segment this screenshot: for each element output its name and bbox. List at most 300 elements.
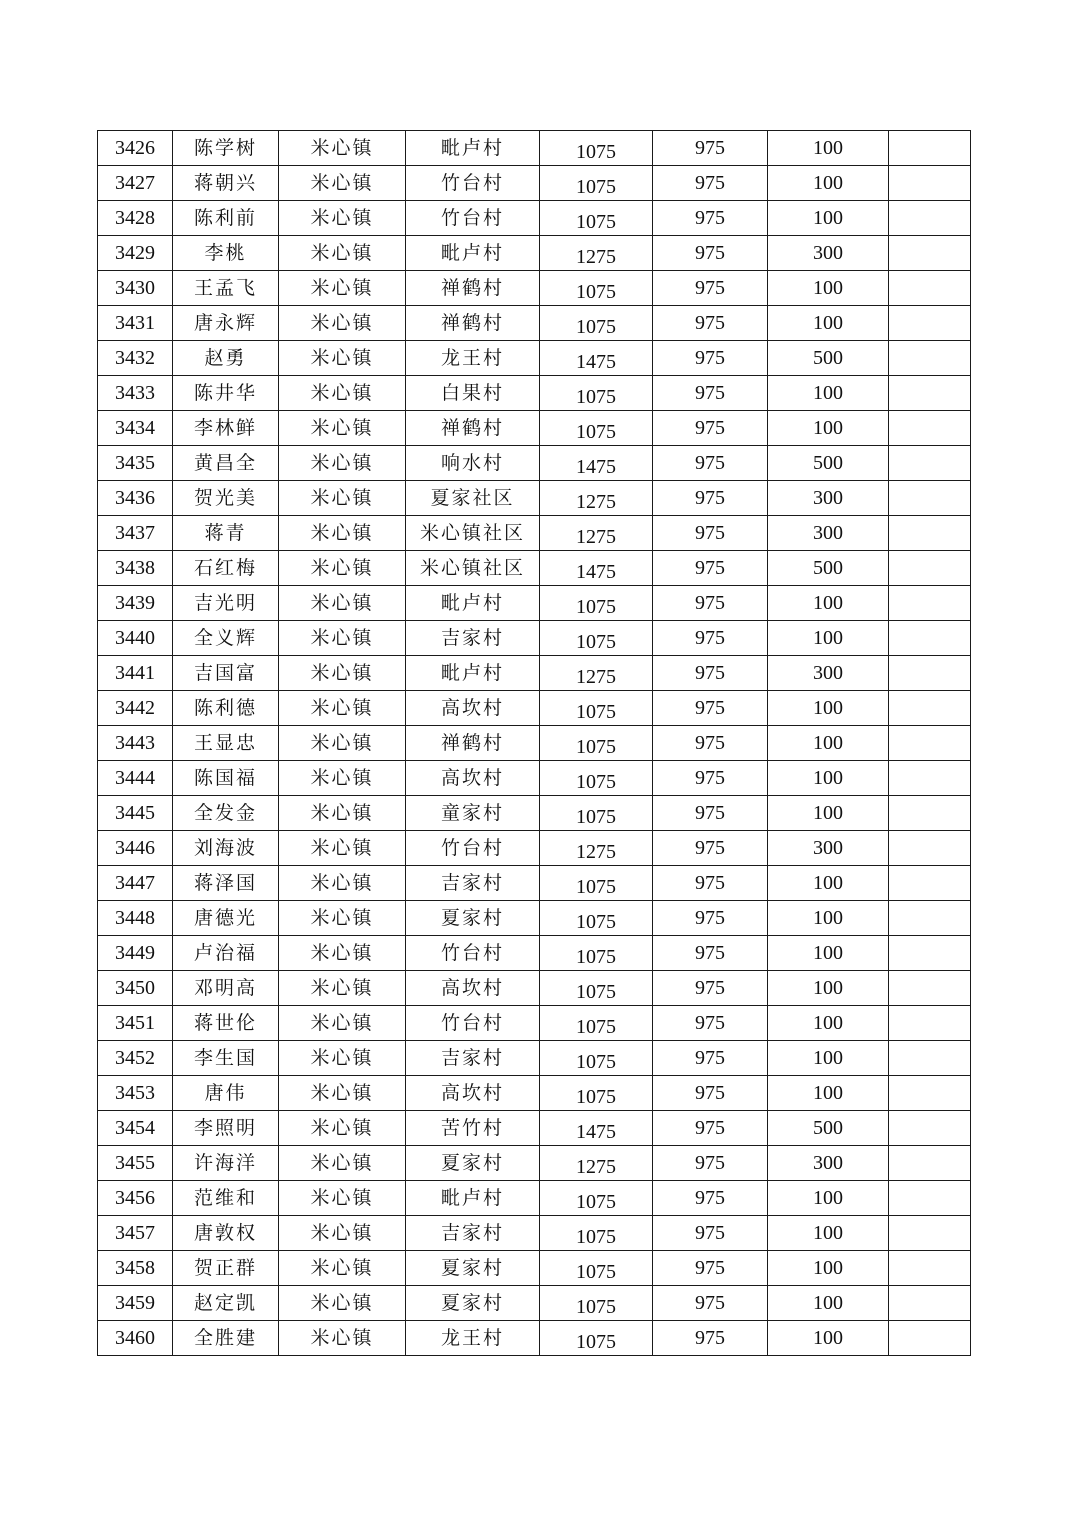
cell-base: 975 (653, 166, 768, 201)
table-row (98, 481, 971, 516)
cell-name: 陈井华 (173, 376, 279, 411)
cell-village: 竹台村 (406, 831, 540, 866)
table-row (98, 516, 971, 551)
cell-total: 1275 (540, 656, 653, 691)
cell-base: 975 (653, 1181, 768, 1216)
cell-note (889, 656, 971, 691)
cell-town: 米心镇 (279, 726, 406, 761)
cell-total: 1075 (540, 761, 653, 796)
cell-name: 唐敦权 (173, 1216, 279, 1251)
cell-town: 米心镇 (279, 796, 406, 831)
cell-note (889, 1076, 971, 1111)
cell-base: 975 (653, 1041, 768, 1076)
cell-town: 米心镇 (279, 341, 406, 376)
cell-note (889, 761, 971, 796)
table-row (98, 936, 971, 971)
cell-extra: 100 (768, 1286, 889, 1321)
cell-number: 3438 (98, 551, 173, 586)
table-row (98, 761, 971, 796)
cell-village: 禅鹤村 (406, 306, 540, 341)
cell-name: 唐伟 (173, 1076, 279, 1111)
cell-village: 吉家村 (406, 1041, 540, 1076)
cell-note (889, 376, 971, 411)
cell-number: 3429 (98, 236, 173, 271)
cell-village: 禅鹤村 (406, 726, 540, 761)
cell-note (889, 1321, 971, 1356)
cell-base: 975 (653, 831, 768, 866)
table-row (98, 1216, 971, 1251)
cell-town: 米心镇 (279, 131, 406, 166)
cell-name: 许海洋 (173, 1146, 279, 1181)
table-row (98, 1181, 971, 1216)
cell-note (889, 131, 971, 166)
cell-number: 3459 (98, 1286, 173, 1321)
table-row (98, 166, 971, 201)
cell-number: 3446 (98, 831, 173, 866)
table-row (98, 1146, 971, 1181)
cell-number: 3430 (98, 271, 173, 306)
cell-note (889, 691, 971, 726)
cell-note (889, 271, 971, 306)
cell-extra: 100 (768, 1041, 889, 1076)
cell-total: 1075 (540, 691, 653, 726)
cell-total: 1075 (540, 586, 653, 621)
cell-total: 1075 (540, 131, 653, 166)
cell-village: 竹台村 (406, 166, 540, 201)
cell-village: 龙王村 (406, 1321, 540, 1356)
table-row (98, 1041, 971, 1076)
cell-extra: 100 (768, 866, 889, 901)
cell-note (889, 1006, 971, 1041)
cell-base: 975 (653, 271, 768, 306)
cell-note (889, 411, 971, 446)
cell-name: 王显忠 (173, 726, 279, 761)
cell-town: 米心镇 (279, 551, 406, 586)
cell-name: 赵定凯 (173, 1286, 279, 1321)
cell-total: 1075 (540, 866, 653, 901)
cell-town: 米心镇 (279, 446, 406, 481)
cell-note (889, 901, 971, 936)
cell-number: 3442 (98, 691, 173, 726)
cell-village: 童家村 (406, 796, 540, 831)
cell-town: 米心镇 (279, 971, 406, 1006)
table-body (98, 131, 971, 1356)
table-row (98, 201, 971, 236)
cell-total: 1475 (540, 1111, 653, 1146)
cell-number: 3458 (98, 1251, 173, 1286)
cell-village: 响水村 (406, 446, 540, 481)
cell-town: 米心镇 (279, 1216, 406, 1251)
cell-extra: 100 (768, 726, 889, 761)
cell-town: 米心镇 (279, 1286, 406, 1321)
cell-total: 1475 (540, 551, 653, 586)
cell-extra: 500 (768, 446, 889, 481)
cell-village: 高坎村 (406, 971, 540, 1006)
table-row (98, 971, 971, 1006)
cell-number: 3447 (98, 866, 173, 901)
cell-base: 975 (653, 656, 768, 691)
table-row (98, 691, 971, 726)
cell-number: 3451 (98, 1006, 173, 1041)
cell-number: 3441 (98, 656, 173, 691)
cell-total: 1475 (540, 446, 653, 481)
cell-total: 1275 (540, 831, 653, 866)
cell-number: 3452 (98, 1041, 173, 1076)
cell-village: 米心镇社区 (406, 516, 540, 551)
table-row (98, 131, 971, 166)
cell-total: 1275 (540, 516, 653, 551)
cell-total: 1075 (540, 271, 653, 306)
cell-village: 米心镇社区 (406, 551, 540, 586)
cell-name: 吉光明 (173, 586, 279, 621)
cell-total: 1075 (540, 1216, 653, 1251)
cell-note (889, 1251, 971, 1286)
cell-base: 975 (653, 1286, 768, 1321)
cell-extra: 500 (768, 341, 889, 376)
cell-extra: 300 (768, 1146, 889, 1181)
cell-number: 3456 (98, 1181, 173, 1216)
cell-village: 竹台村 (406, 936, 540, 971)
cell-number: 3443 (98, 726, 173, 761)
cell-number: 3436 (98, 481, 173, 516)
cell-base: 975 (653, 796, 768, 831)
cell-base: 975 (653, 1216, 768, 1251)
cell-base: 975 (653, 481, 768, 516)
cell-note (889, 586, 971, 621)
cell-name: 全胜建 (173, 1321, 279, 1356)
cell-total: 1075 (540, 1181, 653, 1216)
cell-number: 3454 (98, 1111, 173, 1146)
cell-name: 石红梅 (173, 551, 279, 586)
cell-name: 蒋朝兴 (173, 166, 279, 201)
cell-name: 李桃 (173, 236, 279, 271)
cell-total: 1075 (540, 1286, 653, 1321)
cell-village: 高坎村 (406, 1076, 540, 1111)
cell-number: 3444 (98, 761, 173, 796)
cell-name: 王孟飞 (173, 271, 279, 306)
cell-number: 3453 (98, 1076, 173, 1111)
table-row (98, 586, 971, 621)
cell-village: 毗卢村 (406, 1181, 540, 1216)
cell-base: 975 (653, 1006, 768, 1041)
cell-base: 975 (653, 341, 768, 376)
cell-name: 贺光美 (173, 481, 279, 516)
table-row (98, 656, 971, 691)
cell-note (889, 1181, 971, 1216)
cell-village: 毗卢村 (406, 236, 540, 271)
table-row (98, 831, 971, 866)
table-row (98, 1321, 971, 1356)
cell-village: 夏家社区 (406, 481, 540, 516)
cell-total: 1275 (540, 236, 653, 271)
cell-extra: 100 (768, 1216, 889, 1251)
cell-town: 米心镇 (279, 656, 406, 691)
cell-name: 全发金 (173, 796, 279, 831)
cell-base: 975 (653, 936, 768, 971)
cell-town: 米心镇 (279, 306, 406, 341)
cell-name: 陈利前 (173, 201, 279, 236)
cell-extra: 100 (768, 1251, 889, 1286)
cell-extra: 100 (768, 761, 889, 796)
cell-number: 3427 (98, 166, 173, 201)
cell-extra: 100 (768, 411, 889, 446)
cell-total: 1075 (540, 796, 653, 831)
table-row (98, 551, 971, 586)
cell-base: 975 (653, 1076, 768, 1111)
cell-town: 米心镇 (279, 1181, 406, 1216)
cell-village: 毗卢村 (406, 131, 540, 166)
cell-name: 唐永辉 (173, 306, 279, 341)
cell-village: 毗卢村 (406, 586, 540, 621)
cell-town: 米心镇 (279, 1146, 406, 1181)
cell-town: 米心镇 (279, 411, 406, 446)
cell-town: 米心镇 (279, 1041, 406, 1076)
cell-base: 975 (653, 971, 768, 1006)
cell-total: 1075 (540, 726, 653, 761)
cell-town: 米心镇 (279, 901, 406, 936)
cell-village: 苦竹村 (406, 1111, 540, 1146)
cell-name: 陈学树 (173, 131, 279, 166)
cell-base: 975 (653, 1251, 768, 1286)
cell-name: 范维和 (173, 1181, 279, 1216)
cell-note (889, 796, 971, 831)
table-row (98, 726, 971, 761)
cell-number: 3455 (98, 1146, 173, 1181)
cell-village: 高坎村 (406, 761, 540, 796)
cell-town: 米心镇 (279, 166, 406, 201)
cell-name: 李生国 (173, 1041, 279, 1076)
cell-town: 米心镇 (279, 1076, 406, 1111)
cell-base: 975 (653, 1146, 768, 1181)
table-row (98, 1006, 971, 1041)
cell-total: 1075 (540, 1076, 653, 1111)
cell-extra: 100 (768, 901, 889, 936)
cell-extra: 100 (768, 131, 889, 166)
cell-base: 975 (653, 131, 768, 166)
cell-village: 竹台村 (406, 201, 540, 236)
cell-town: 米心镇 (279, 1321, 406, 1356)
cell-village: 高坎村 (406, 691, 540, 726)
cell-base: 975 (653, 621, 768, 656)
cell-base: 975 (653, 761, 768, 796)
cell-base: 975 (653, 1111, 768, 1146)
cell-base: 975 (653, 201, 768, 236)
cell-village: 吉家村 (406, 621, 540, 656)
cell-base: 975 (653, 236, 768, 271)
cell-total: 1075 (540, 936, 653, 971)
cell-note (889, 1286, 971, 1321)
cell-village: 白果村 (406, 376, 540, 411)
cell-note (889, 551, 971, 586)
cell-total: 1075 (540, 1321, 653, 1356)
cell-village: 夏家村 (406, 1286, 540, 1321)
cell-number: 3448 (98, 901, 173, 936)
cell-base: 975 (653, 516, 768, 551)
cell-total: 1275 (540, 1146, 653, 1181)
cell-total: 1075 (540, 621, 653, 656)
cell-village: 夏家村 (406, 901, 540, 936)
cell-note (889, 971, 971, 1006)
cell-extra: 100 (768, 936, 889, 971)
table-row (98, 1111, 971, 1146)
cell-note (889, 1216, 971, 1251)
cell-extra: 300 (768, 656, 889, 691)
cell-name: 黄昌全 (173, 446, 279, 481)
cell-village: 夏家村 (406, 1251, 540, 1286)
table-row (98, 901, 971, 936)
cell-number: 3460 (98, 1321, 173, 1356)
cell-extra: 100 (768, 1181, 889, 1216)
cell-extra: 100 (768, 271, 889, 306)
cell-base: 975 (653, 411, 768, 446)
cell-base: 975 (653, 551, 768, 586)
cell-town: 米心镇 (279, 201, 406, 236)
cell-number: 3449 (98, 936, 173, 971)
table-row (98, 796, 971, 831)
cell-extra: 300 (768, 516, 889, 551)
cell-note (889, 236, 971, 271)
cell-name: 蒋泽国 (173, 866, 279, 901)
cell-name: 邓明高 (173, 971, 279, 1006)
table-row (98, 1076, 971, 1111)
table-row (98, 236, 971, 271)
cell-town: 米心镇 (279, 271, 406, 306)
cell-number: 3435 (98, 446, 173, 481)
cell-number: 3434 (98, 411, 173, 446)
table-row (98, 411, 971, 446)
cell-number: 3440 (98, 621, 173, 656)
data-table (97, 130, 971, 1356)
cell-town: 米心镇 (279, 236, 406, 271)
cell-base: 975 (653, 691, 768, 726)
cell-town: 米心镇 (279, 516, 406, 551)
cell-village: 龙王村 (406, 341, 540, 376)
cell-extra: 100 (768, 376, 889, 411)
cell-name: 赵勇 (173, 341, 279, 376)
table-row (98, 341, 971, 376)
cell-note (889, 1146, 971, 1181)
cell-name: 贺正群 (173, 1251, 279, 1286)
cell-town: 米心镇 (279, 936, 406, 971)
table-row (98, 866, 971, 901)
cell-total: 1275 (540, 481, 653, 516)
cell-base: 975 (653, 586, 768, 621)
cell-total: 1075 (540, 971, 653, 1006)
table-row (98, 271, 971, 306)
cell-extra: 100 (768, 166, 889, 201)
cell-name: 蒋世伦 (173, 1006, 279, 1041)
cell-base: 975 (653, 1321, 768, 1356)
cell-total: 1075 (540, 1251, 653, 1286)
cell-extra: 500 (768, 551, 889, 586)
cell-base: 975 (653, 306, 768, 341)
cell-note (889, 621, 971, 656)
cell-total: 1075 (540, 201, 653, 236)
cell-note (889, 831, 971, 866)
cell-number: 3433 (98, 376, 173, 411)
cell-note (889, 341, 971, 376)
table-row (98, 306, 971, 341)
cell-base: 975 (653, 376, 768, 411)
cell-total: 1075 (540, 1006, 653, 1041)
cell-total: 1075 (540, 411, 653, 446)
cell-town: 米心镇 (279, 1111, 406, 1146)
cell-total: 1075 (540, 306, 653, 341)
cell-note (889, 446, 971, 481)
cell-town: 米心镇 (279, 831, 406, 866)
table-row (98, 446, 971, 481)
cell-village: 毗卢村 (406, 656, 540, 691)
cell-base: 975 (653, 726, 768, 761)
cell-base: 975 (653, 446, 768, 481)
cell-name: 吉国富 (173, 656, 279, 691)
cell-base: 975 (653, 866, 768, 901)
cell-extra: 100 (768, 1076, 889, 1111)
cell-name: 全义辉 (173, 621, 279, 656)
cell-note (889, 936, 971, 971)
cell-note (889, 306, 971, 341)
cell-name: 卢治福 (173, 936, 279, 971)
cell-total: 1475 (540, 341, 653, 376)
cell-extra: 100 (768, 1006, 889, 1041)
table-row (98, 376, 971, 411)
cell-number: 3457 (98, 1216, 173, 1251)
cell-name: 李照明 (173, 1111, 279, 1146)
cell-base: 975 (653, 901, 768, 936)
cell-note (889, 481, 971, 516)
cell-number: 3426 (98, 131, 173, 166)
cell-town: 米心镇 (279, 376, 406, 411)
cell-extra: 500 (768, 1111, 889, 1146)
cell-note (889, 201, 971, 236)
cell-note (889, 866, 971, 901)
cell-town: 米心镇 (279, 586, 406, 621)
cell-extra: 100 (768, 796, 889, 831)
cell-extra: 300 (768, 236, 889, 271)
table-row (98, 1251, 971, 1286)
cell-extra: 100 (768, 201, 889, 236)
cell-number: 3432 (98, 341, 173, 376)
cell-number: 3437 (98, 516, 173, 551)
cell-village: 竹台村 (406, 1006, 540, 1041)
cell-town: 米心镇 (279, 621, 406, 656)
table-row (98, 1286, 971, 1321)
table-row (98, 621, 971, 656)
cell-total: 1075 (540, 1041, 653, 1076)
cell-extra: 100 (768, 621, 889, 656)
cell-town: 米心镇 (279, 691, 406, 726)
cell-name: 陈国福 (173, 761, 279, 796)
cell-town: 米心镇 (279, 1251, 406, 1286)
cell-extra: 100 (768, 586, 889, 621)
cell-name: 唐德光 (173, 901, 279, 936)
cell-name: 刘海波 (173, 831, 279, 866)
cell-extra: 100 (768, 691, 889, 726)
cell-total: 1075 (540, 901, 653, 936)
cell-number: 3431 (98, 306, 173, 341)
cell-village: 禅鹤村 (406, 271, 540, 306)
cell-extra: 100 (768, 1321, 889, 1356)
cell-name: 李林鲜 (173, 411, 279, 446)
cell-number: 3450 (98, 971, 173, 1006)
cell-note (889, 1111, 971, 1146)
cell-town: 米心镇 (279, 1006, 406, 1041)
cell-note (889, 726, 971, 761)
cell-extra: 100 (768, 306, 889, 341)
cell-total: 1075 (540, 166, 653, 201)
cell-town: 米心镇 (279, 866, 406, 901)
cell-note (889, 1041, 971, 1076)
